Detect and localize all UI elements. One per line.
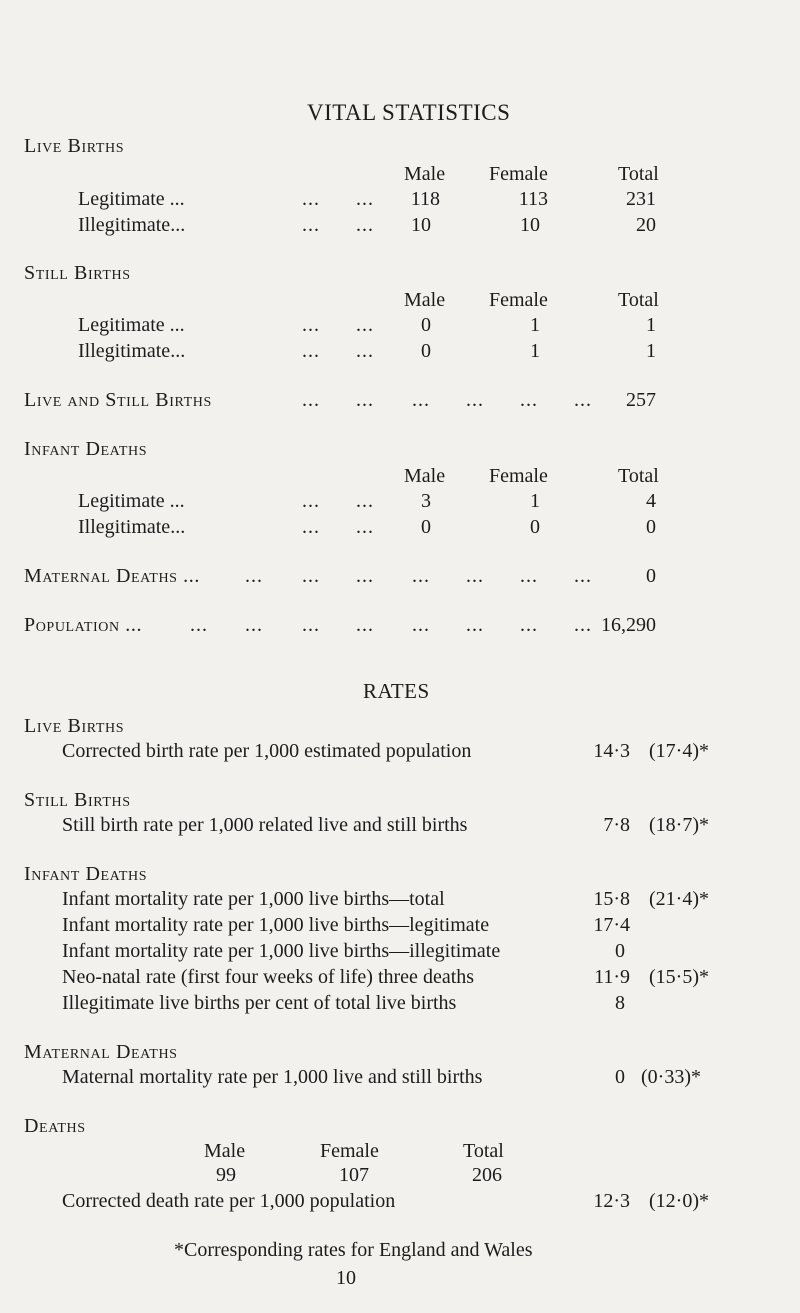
live-births-heading: Live Births — [24, 135, 125, 157]
live-and-still-births-total: 257 — [626, 389, 656, 411]
page-number: 10 — [336, 1267, 356, 1289]
infant-deaths-male-header: Male — [404, 465, 446, 487]
rates-birth-rate-national: (17·4)* — [649, 740, 709, 762]
leader-dots: ... — [302, 614, 320, 636]
still-births-legit-total: 1 — [646, 314, 656, 336]
page-title: VITAL STATISTICS — [307, 100, 511, 125]
rates-neonatal-label: Neo-natal rate (first four weeks of life) three deaths — [62, 966, 475, 988]
rates-infant-total-label: Infant mortality rate per 1,000 live births—total — [62, 888, 445, 910]
rates-neonatal-national: (15·5)* — [649, 966, 709, 988]
rates-still-birth-rate-label: Still birth rate per 1,000 related live and still births — [62, 814, 468, 836]
rates-still-birth-rate-national: (18·7)* — [649, 814, 709, 836]
rates-still-births-heading: Still Births — [24, 789, 131, 811]
leader-dots: ... — [466, 565, 484, 587]
still-births-illegit-label: Illegitimate... — [78, 340, 186, 362]
rates-death-rate-label: Corrected death rate per 1,000 population — [62, 1190, 396, 1212]
deaths-male-header: Male — [204, 1140, 246, 1162]
still-births-heading: Still Births — [24, 262, 131, 284]
leader-dots: ... — [412, 565, 430, 587]
still-births-legit-male: 0 — [421, 314, 431, 336]
infant-deaths-illegit-female: 0 — [530, 516, 540, 538]
rates-live-births-heading: Live Births — [24, 715, 125, 737]
leader-dots: ... — [356, 188, 374, 210]
leader-dots: ... — [356, 516, 374, 538]
maternal-deaths-total: 0 — [646, 565, 656, 587]
deaths-total-value: 206 — [472, 1164, 502, 1186]
deaths-female-value: 107 — [339, 1164, 369, 1186]
still-births-legit-female: 1 — [530, 314, 540, 336]
infant-deaths-illegit-male: 0 — [421, 516, 431, 538]
live-births-legit-female: 113 — [518, 188, 548, 210]
still-births-illegit-total: 1 — [646, 340, 656, 362]
rates-neonatal-value: 11·9 — [594, 966, 630, 988]
infant-deaths-illegit-label: Illegitimate... — [78, 516, 186, 538]
live-births-illegit-total: 20 — [636, 214, 656, 236]
deaths-female-header: Female — [320, 1140, 379, 1162]
leader-dots: ... — [356, 614, 374, 636]
live-births-illegit-label: Illegitimate... — [78, 214, 186, 236]
live-births-female-header: Female — [489, 163, 548, 185]
infant-deaths-female-header: Female — [489, 465, 548, 487]
rates-infant-deaths-heading: Infant Deaths — [24, 863, 148, 885]
rates-illegit-percent-label: Illegitimate live births per cent of total live births — [62, 992, 457, 1014]
leader-dots: ... — [574, 614, 592, 636]
rates-infant-illegit-label: Infant mortality rate per 1,000 live births—illegitimate — [62, 940, 501, 962]
rates-maternal-national: (0·33)* — [641, 1066, 701, 1088]
live-births-male-header: Male — [404, 163, 446, 185]
leader-dots: ... — [190, 614, 208, 636]
leader-dots: ... — [302, 188, 320, 210]
rates-title: RATES — [363, 679, 430, 703]
leader-dots: ... — [302, 340, 320, 362]
leader-dots: ... — [356, 389, 374, 411]
live-births-illegit-female: 10 — [520, 214, 540, 236]
leader-dots: ... — [520, 565, 538, 587]
rates-infant-legit-value: 17·4 — [593, 914, 630, 936]
leader-dots: ... — [356, 314, 374, 336]
deaths-total-header: Total — [463, 1140, 504, 1162]
rates-maternal-value: 0 — [615, 1066, 625, 1088]
leader-dots: ... — [302, 314, 320, 336]
leader-dots: ... — [574, 565, 592, 587]
infant-deaths-legit-label: Legitimate ... — [78, 490, 185, 512]
rates-illegit-percent-value: 8 — [615, 992, 625, 1014]
leader-dots: ... — [356, 214, 374, 236]
live-and-still-births-label: Live and Still Births — [24, 389, 212, 411]
infant-deaths-illegit-total: 0 — [646, 516, 656, 538]
leader-dots: ... — [520, 614, 538, 636]
leader-dots: ... — [245, 614, 263, 636]
live-births-legit-total: 231 — [626, 188, 656, 210]
live-births-legit-male: 118 — [410, 188, 440, 210]
leader-dots: ... — [245, 565, 263, 587]
live-births-total-header: Total — [618, 163, 659, 185]
rates-death-rate-value: 12·3 — [593, 1190, 630, 1212]
infant-deaths-legit-total: 4 — [646, 490, 656, 512]
leader-dots: ... — [520, 389, 538, 411]
rates-infant-total-national: (21·4)* — [649, 888, 709, 910]
still-births-female-header: Female — [489, 289, 548, 311]
rates-still-birth-rate-value: 7·8 — [603, 814, 630, 836]
rates-birth-rate-label: Corrected birth rate per 1,000 estimated population — [62, 740, 472, 762]
leader-dots: ... — [302, 490, 320, 512]
population-total: 16,290 — [601, 614, 656, 636]
rates-maternal-label: Maternal mortality rate per 1,000 live and still births — [62, 1066, 483, 1088]
still-births-male-header: Male — [404, 289, 446, 311]
infant-deaths-legit-male: 3 — [421, 490, 431, 512]
leader-dots: ... — [356, 490, 374, 512]
rates-death-rate-national: (12·0)* — [649, 1190, 709, 1212]
leader-dots: ... — [466, 389, 484, 411]
rates-deaths-heading: Deaths — [24, 1115, 86, 1137]
still-births-illegit-female: 1 — [530, 340, 540, 362]
leader-dots: ... — [466, 614, 484, 636]
leader-dots: ... — [356, 565, 374, 587]
deaths-male-value: 99 — [216, 1164, 236, 1186]
rates-infant-total-value: 15·8 — [593, 888, 630, 910]
leader-dots: ... — [574, 389, 592, 411]
infant-deaths-heading: Infant Deaths — [24, 438, 148, 460]
leader-dots: ... — [412, 614, 430, 636]
infant-deaths-legit-female: 1 — [530, 490, 540, 512]
live-births-illegit-male: 10 — [411, 214, 431, 236]
rates-maternal-deaths-heading: Maternal Deaths — [24, 1041, 178, 1063]
rates-infant-illegit-value: 0 — [615, 940, 625, 962]
still-births-legit-label: Legitimate ... — [78, 314, 185, 336]
rates-infant-legit-label: Infant mortality rate per 1,000 live births—legitimate — [62, 914, 490, 936]
footnote: *Corresponding rates for England and Wales — [174, 1239, 533, 1261]
leader-dots: ... — [356, 340, 374, 362]
leader-dots: ... — [302, 565, 320, 587]
leader-dots: ... — [302, 389, 320, 411]
infant-deaths-total-header: Total — [618, 465, 659, 487]
still-births-illegit-male: 0 — [421, 340, 431, 362]
leader-dots: ... — [302, 214, 320, 236]
rates-birth-rate-value: 14·3 — [593, 740, 630, 762]
leader-dots: ... — [412, 389, 430, 411]
population-label: Population ... — [24, 614, 143, 636]
still-births-total-header: Total — [618, 289, 659, 311]
live-births-legit-label: Legitimate ... — [78, 188, 185, 210]
maternal-deaths-label: Maternal Deaths ... — [24, 565, 200, 587]
leader-dots: ... — [302, 516, 320, 538]
